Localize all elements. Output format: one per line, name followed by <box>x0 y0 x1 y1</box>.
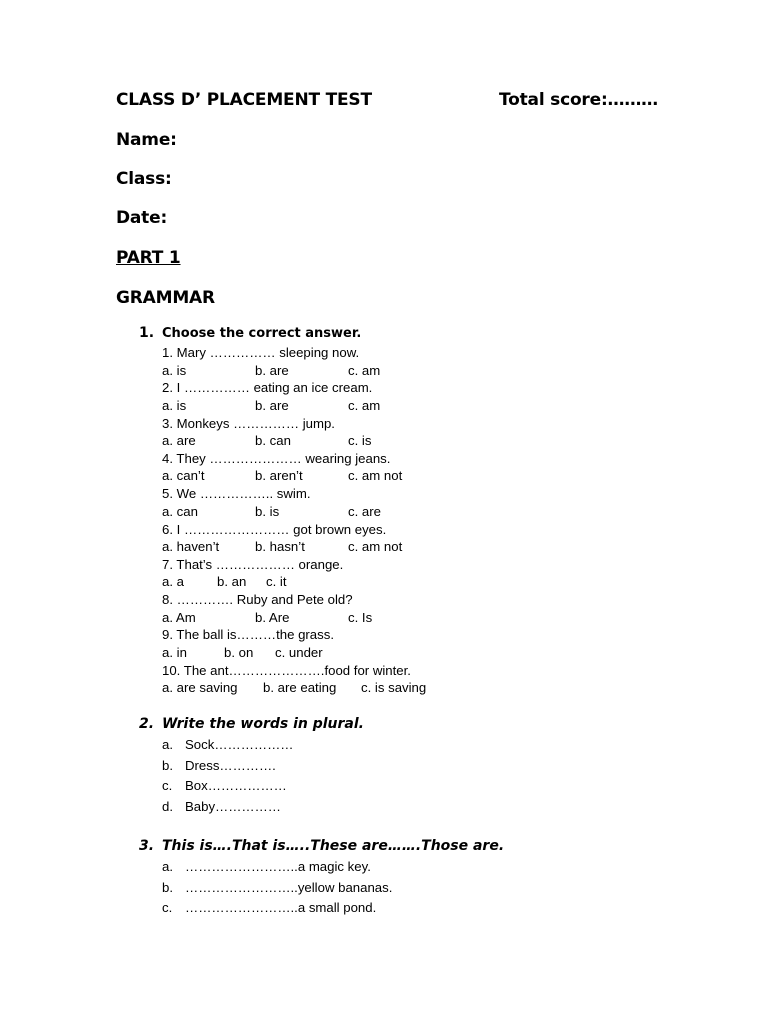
q1-options-row <box>162 397 462 414</box>
option-c[interactable]: c. is <box>348 433 372 449</box>
option-a[interactable]: a. a <box>162 574 184 590</box>
q1-options-row <box>162 644 462 661</box>
q1-options-row <box>162 432 462 449</box>
option-b[interactable]: b. are eating <box>263 680 337 696</box>
q1-number: 1. <box>139 325 155 341</box>
q1-instruction: Choose the correct answer. <box>162 326 362 341</box>
q1-question: 4. They ………………… wearing jeans. <box>162 450 391 466</box>
option-b[interactable]: b. is <box>255 503 280 519</box>
q1-question: 8. …………. Ruby and Pete old? <box>162 592 353 608</box>
q2-number: 2. <box>139 716 155 732</box>
q1-options-row <box>162 538 462 555</box>
q1-question: 5. We …………….. swim. <box>162 486 311 502</box>
option-a[interactable]: a. in <box>162 644 187 660</box>
q2-item-letter: b. <box>162 757 173 773</box>
q3-item-text: ……………………..a small pond. <box>185 900 377 916</box>
class-label: Class: <box>116 169 172 189</box>
option-c[interactable]: c. is saving <box>361 680 427 696</box>
q3-item-text: ……………………..a magic key. <box>185 859 371 874</box>
section-heading: GRAMMAR <box>116 288 215 308</box>
option-a[interactable]: a. can <box>162 503 198 519</box>
option-c[interactable]: c. am not <box>348 539 403 554</box>
q2-item-text: Dress…………. <box>185 757 276 773</box>
option-c[interactable]: c. am <box>348 362 381 378</box>
q1-question: 10. The ant………………….food for winter. <box>162 662 411 678</box>
q2-item-text: Box……………… <box>185 778 287 794</box>
q2-item-letter: d. <box>162 798 173 814</box>
option-c[interactable]: c. under <box>275 644 323 660</box>
q1-question: 6. I …………………… got brown eyes. <box>162 521 387 537</box>
date-label: Date: <box>116 208 168 228</box>
q1-question: 1. Mary …………… sleeping now. <box>162 345 360 360</box>
q3-item-letter: b. <box>162 879 173 895</box>
q2-item-letter: a. <box>162 737 173 752</box>
option-b[interactable]: b. Are <box>255 609 290 625</box>
part-heading: PART 1 <box>116 248 181 268</box>
option-c[interactable]: c. it <box>266 574 287 590</box>
q1-question: 2. I …………… eating an ice cream. <box>162 380 373 396</box>
option-a[interactable]: a. are saving <box>162 680 238 696</box>
option-a[interactable]: a. haven’t <box>162 539 220 554</box>
option-a[interactable]: a. is <box>162 362 187 378</box>
q3-item-letter: c. <box>162 900 173 916</box>
option-a[interactable]: a. are <box>162 433 196 449</box>
option-b[interactable]: b. can <box>255 433 291 449</box>
option-b[interactable]: b. are <box>255 397 289 413</box>
q2-instruction: Write the words in plural. <box>162 716 364 732</box>
option-b[interactable]: b. on <box>224 644 254 660</box>
q2-item-text: Sock……………… <box>185 737 294 752</box>
option-c[interactable]: c. am <box>348 397 381 413</box>
option-c[interactable]: c. am not <box>348 468 403 484</box>
option-c[interactable]: c. are <box>348 503 381 519</box>
q1-options-row <box>162 467 462 484</box>
q3-item-letter: a. <box>162 859 173 874</box>
q1-question: 9. The ball is………the grass. <box>162 627 334 643</box>
q2-item-text: Baby…………… <box>185 798 281 814</box>
option-a[interactable]: a. Am <box>162 609 196 625</box>
option-b[interactable]: b. an <box>217 574 247 590</box>
option-a[interactable]: a. can’t <box>162 468 205 484</box>
total-score: Total score:……… <box>499 90 658 110</box>
test-title: CLASS D’ PLACEMENT TEST <box>116 90 372 110</box>
q3-number: 3. <box>139 838 155 854</box>
name-label: Name: <box>116 130 177 150</box>
q2-item-letter: c. <box>162 778 173 794</box>
option-b[interactable]: b. are <box>255 362 289 378</box>
q1-question: 7. That’s ……………… orange. <box>162 556 344 572</box>
q1-question: 3. Monkeys …………… jump. <box>162 415 335 431</box>
option-a[interactable]: a. is <box>162 397 187 413</box>
q3-instruction: This is….That is…..These are…….Those are. <box>162 838 505 854</box>
q1-options-row <box>162 609 462 626</box>
q3-item-text: ……………………..yellow bananas. <box>185 879 393 895</box>
q1-options-row <box>162 573 462 590</box>
q1-options-row <box>162 362 462 379</box>
option-c[interactable]: c. Is <box>348 609 373 625</box>
option-b[interactable]: b. aren’t <box>255 468 303 484</box>
q1-options-row <box>162 503 462 520</box>
option-b[interactable]: b. hasn’t <box>255 539 305 554</box>
q1-options-row <box>162 679 462 696</box>
